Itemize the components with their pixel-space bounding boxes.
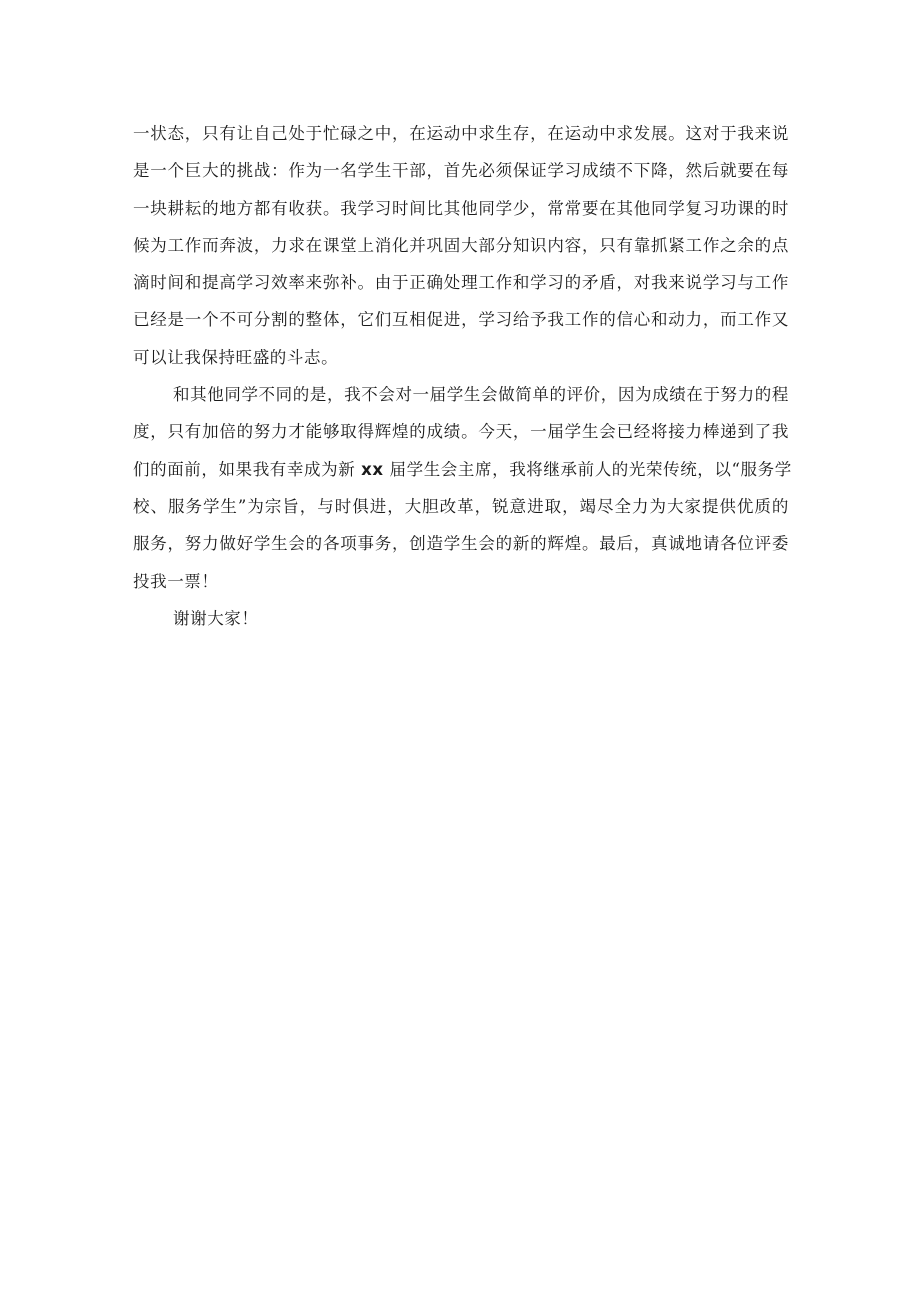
text-line: 一状态，只有让自己处于忙碌之中，在运动中求生存，在运动中求发展。这对于我来说	[133, 124, 789, 143]
text-line: 一块耕耘的地方都有收获。我学习时间比其他同学少，常常要在其他同学复习功课的时	[133, 198, 789, 218]
closing-line: 谢谢大家！	[173, 608, 259, 628]
text-line: 度，只有加倍的努力才能够取得辉煌的成绩。今天，一届学生会已经将接力棒递到了我	[133, 422, 789, 442]
text-line: 候为工作而奔波，力求在课堂上消化并巩固大部分知识内容，只有靠抓紧工作之余的点	[133, 235, 789, 255]
document-body	[133, 115, 792, 637]
text-line: 已经是一个不可分割的整体，它们互相促进，学习给予我工作的信心和动力，而工作又	[133, 310, 789, 330]
text-line: 是一个巨大的挑战：作为一名学生干部，首先必须保证学习成绩不下降，然后就要在每	[133, 161, 789, 181]
text-line: 校、服务学生”为宗旨，与时俱进，大胆改革，锐意进取，竭尽全力为大家提供优质的	[133, 496, 789, 516]
text-line: 和其他同学不同的是，我不会对一届学生会做简单的评价，因为成绩在于努力的程	[173, 385, 789, 405]
text-line: 们的面前，如果我有幸成为新 xx 届学生会主席，我将继承前人的光荣传统，以“服务学	[133, 459, 792, 479]
text-line: 投我一票！	[133, 571, 219, 591]
paragraph-3	[133, 600, 789, 637]
placeholder-xx: xx	[361, 459, 384, 479]
text-line: 滴时间和提高学习效率来弥补。由于正确处理工作和学习的矛盾，对我来说学习与工作	[133, 273, 789, 293]
paragraph-2	[133, 376, 792, 600]
text-line: 服务，努力做好学生会的各项事务，创造学生会的新的辉煌。最后，真诚地请各位评委	[133, 534, 789, 554]
paragraph-1	[133, 115, 789, 376]
text-line: 可以让我保持旺盛的斗志。	[133, 347, 339, 367]
